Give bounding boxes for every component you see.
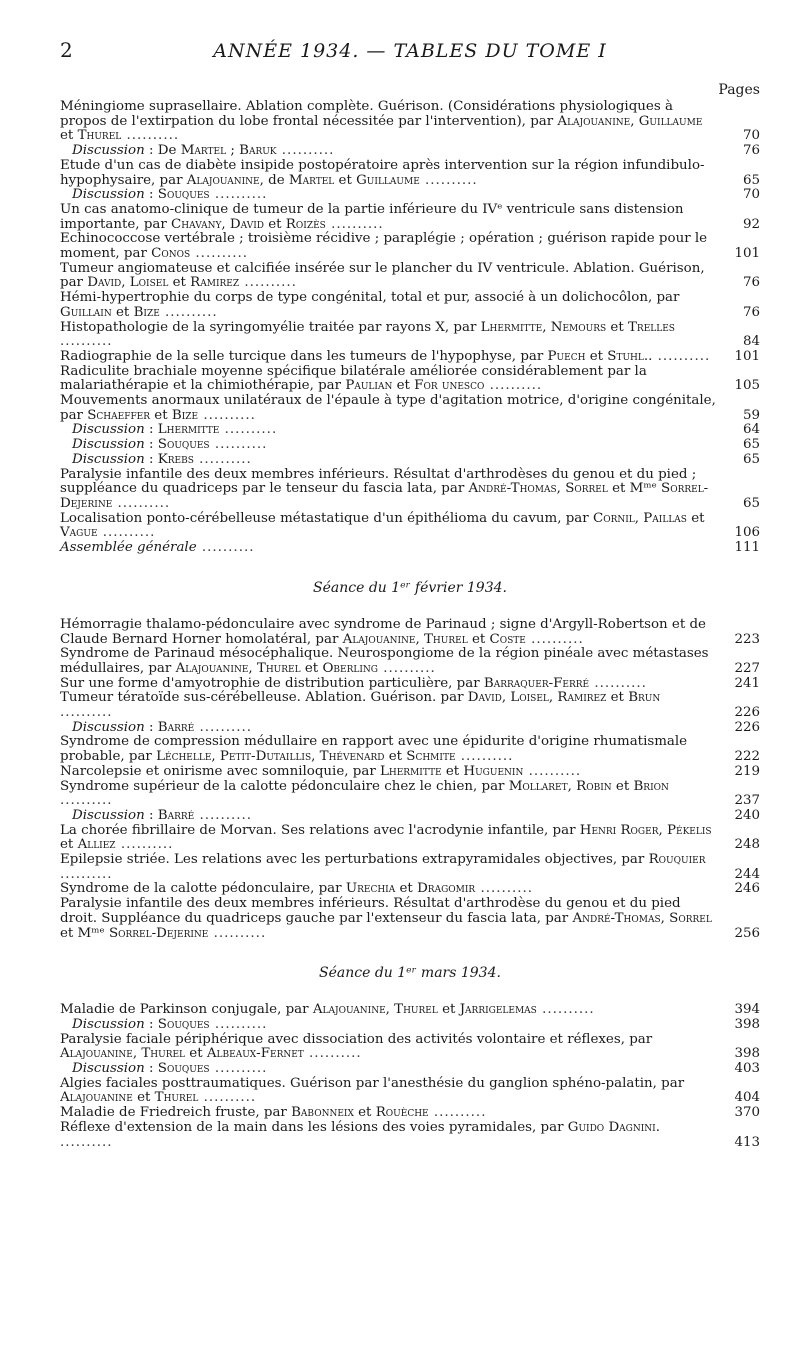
leader-dots: .......... bbox=[276, 143, 335, 159]
entry-text-segment: et bbox=[585, 348, 608, 364]
page-reference: 413 bbox=[734, 1134, 760, 1150]
toc-entry bbox=[60, 647, 760, 676]
entry-text-segment: et bbox=[353, 1105, 376, 1121]
page-reference: 370 bbox=[734, 1105, 760, 1121]
table-of-contents bbox=[60, 100, 760, 1150]
author-name: For unesco bbox=[414, 378, 485, 394]
entry-text bbox=[60, 735, 720, 764]
page-reference: 105 bbox=[734, 378, 760, 394]
entry-text-segment: Tumeur angiomateuse et calcifiée insérée sur le plancher du IV ventricule. Ablation. Guérison, par bbox=[60, 260, 705, 291]
author-name: Schmite bbox=[406, 749, 456, 765]
leader-dots: .......... bbox=[523, 763, 582, 779]
entry-text-segment: Discussion bbox=[72, 1016, 145, 1032]
leader-dots: .......... bbox=[475, 881, 534, 897]
entry-text-segment: Epilepsie striée. Les relations avec les perturbations extrapyramidales objectives, par bbox=[60, 852, 649, 868]
toc-entry bbox=[60, 468, 760, 512]
entry-text-segment: Réflexe d'extension de la main dans les lésions des voies pyramidales, par bbox=[60, 1119, 568, 1135]
leader-dots: .......... bbox=[112, 495, 171, 511]
toc-entry bbox=[60, 512, 760, 541]
page-reference: 241 bbox=[734, 675, 760, 691]
page-reference: 248 bbox=[734, 837, 760, 853]
entry-text-segment: Radiographie de la selle turcique dans les tumeurs de l'hypophyse, par bbox=[60, 348, 548, 364]
entry-text bbox=[60, 394, 720, 423]
entry-text-segment: Mouvements anormaux unilatéraux de l'épaule à type d'agitation motrice, d'origine congénitale, par bbox=[60, 393, 716, 423]
entry-text-segment: : bbox=[144, 422, 158, 438]
page-reference: 65 bbox=[742, 172, 760, 188]
entry-text bbox=[60, 618, 720, 647]
entry-text-segment: Syndrome supérieur de la calotte pédonculaire chez le chien, par bbox=[60, 778, 509, 794]
toc-entry bbox=[60, 262, 760, 291]
author-name: Stuhl bbox=[607, 348, 644, 364]
discussion-entry bbox=[60, 809, 760, 824]
entry-text-segment: et Mᵐᵉ bbox=[607, 481, 662, 497]
author-name: Martel bbox=[288, 172, 335, 188]
entry-text bbox=[60, 765, 720, 780]
author-name: Alajouanine bbox=[60, 1090, 133, 1106]
leader-dots: .......... bbox=[60, 705, 113, 721]
leader-dots: .......... bbox=[190, 246, 248, 262]
entry-text bbox=[60, 853, 720, 882]
leader-dots: .......... bbox=[219, 422, 278, 438]
leader-dots: .......... bbox=[194, 719, 253, 735]
entry-text-segment: : bbox=[144, 807, 158, 823]
author-name: Rouquier bbox=[648, 852, 706, 868]
author-name: Puech bbox=[547, 348, 586, 364]
page-reference: 92 bbox=[742, 216, 760, 232]
page-reference: 219 bbox=[734, 763, 760, 779]
entry-text-segment: et bbox=[686, 510, 705, 526]
entry-text-segment: Radiculite brachiale moyenne spécifique bilatérale améliorée considérablement par la malariathérapie et la chimiothérapie, par bbox=[60, 363, 647, 394]
entry-text-segment: : bbox=[144, 1016, 158, 1032]
entry-text-segment: et bbox=[384, 749, 407, 765]
entry-text bbox=[60, 291, 720, 320]
entry-text bbox=[60, 1121, 720, 1150]
toc-entry bbox=[60, 765, 760, 780]
author-name: Sorrel-Dejerine bbox=[108, 925, 209, 941]
entry-text-segment: et bbox=[111, 304, 134, 320]
leader-dots: .......... bbox=[209, 187, 268, 203]
page-reference: 106 bbox=[734, 525, 760, 541]
author-name: Cornil, Paillas bbox=[592, 510, 687, 526]
page-header bbox=[60, 38, 760, 68]
entry-text bbox=[60, 1033, 720, 1062]
leader-dots: .......... bbox=[194, 807, 253, 823]
toc-entry bbox=[60, 780, 760, 809]
entry-text-segment: Discussion bbox=[72, 719, 145, 735]
leader-dots: .......... bbox=[121, 128, 180, 144]
author-name: Baruk bbox=[239, 143, 277, 159]
page-reference: 222 bbox=[734, 749, 760, 765]
leader-dots: .......... bbox=[60, 1134, 113, 1150]
toc-entry bbox=[60, 677, 760, 692]
leader-dots: .......... bbox=[525, 631, 584, 647]
page-reference: 240 bbox=[734, 807, 760, 823]
page-reference: 244 bbox=[734, 866, 760, 882]
entry-text-segment: et bbox=[437, 1002, 460, 1018]
page-reference: 65 bbox=[742, 495, 760, 511]
author-name: Paulian bbox=[345, 378, 393, 394]
entry-text-segment: Maladie de Parkinson conjugale, par bbox=[60, 1002, 313, 1018]
author-name: Urechia bbox=[345, 881, 396, 897]
toc-entry bbox=[60, 853, 760, 882]
leader-dots: .......... bbox=[419, 172, 478, 188]
entry-text bbox=[60, 691, 720, 720]
author-name: Souques bbox=[157, 437, 210, 453]
toc-entry bbox=[60, 100, 760, 144]
discussion-entry bbox=[60, 438, 760, 453]
author-name: Guido Dagnini bbox=[567, 1119, 656, 1135]
entry-text-segment: Paralysie infantile des deux membres inférieurs. Résultat d'arthrodèse du genou et du pied droit. Suppléance du quadriceps gauche par l'extenseur du fascia lata, par bbox=[60, 896, 681, 926]
page-reference: 256 bbox=[734, 925, 760, 941]
author-name: Jarrigelemas bbox=[459, 1002, 537, 1018]
session-heading: Séance du 1ᵉʳ février 1934. bbox=[313, 579, 507, 596]
author-name: André-Thomas, Sorrel bbox=[572, 910, 712, 926]
author-name: Albeaux-Fernet bbox=[206, 1046, 304, 1062]
entry-text bbox=[72, 188, 720, 203]
author-name: Vague bbox=[60, 525, 98, 541]
author-name: Babonneix bbox=[291, 1105, 354, 1121]
toc-entry bbox=[60, 394, 760, 423]
entry-text-segment: Hémi-hypertrophie du corps de type congénital, total et pur, associé à un dolichocôlon, par bbox=[60, 290, 680, 306]
entry-text-segment: Méningiome suprasellaire. Ablation complète. Guérison. (Considérations physiologiques à propos de l'extirpation du lobe frontal nécessitée par l'intervention), par bbox=[60, 99, 673, 129]
page-reference: 398 bbox=[734, 1016, 760, 1032]
page-reference: 65 bbox=[742, 451, 760, 467]
author-name: Bize bbox=[133, 304, 160, 320]
page-reference: 403 bbox=[734, 1061, 760, 1077]
entry-text bbox=[72, 423, 720, 438]
entry-text-segment: Localisation ponto-cérébelleuse métastatique d'un épithélioma du cavum, par bbox=[60, 510, 593, 526]
toc-entry bbox=[60, 1121, 760, 1150]
leader-dots: .......... bbox=[209, 1061, 268, 1077]
entry-text bbox=[72, 1018, 720, 1033]
page-reference: 76 bbox=[742, 143, 760, 159]
entry-text-segment: et bbox=[300, 660, 323, 676]
author-name: Lhermitte bbox=[157, 422, 220, 438]
discussion-entry bbox=[60, 453, 760, 468]
pages-column-label: Pages bbox=[718, 82, 760, 98]
page-reference: 404 bbox=[734, 1090, 760, 1106]
entry-text-segment: Paralysie faciale périphérique avec dissociation des activités volontaire et réflexes, par bbox=[60, 1031, 653, 1047]
toc-entry bbox=[60, 1077, 760, 1106]
entry-text-segment: Paralysie infantile des deux membres inférieurs. Résultat d'arthrodèses du genou et du pied ; suppléance du quadriceps par le tenseur du fascia lata, par bbox=[60, 466, 697, 497]
author-name: Ramirez bbox=[190, 275, 240, 291]
leader-dots: .......... bbox=[198, 1090, 257, 1106]
page-reference: 101 bbox=[734, 246, 760, 262]
discussion-entry bbox=[60, 1062, 760, 1077]
entry-text-segment: Discussion bbox=[72, 1061, 145, 1077]
entry-text-segment: Discussion bbox=[72, 807, 145, 823]
entry-text-segment: Echinococcose vertébrale ; troisième récidive ; paraplégie ; opération ; guérison rapide pour le moment, par bbox=[60, 231, 708, 262]
entry-text-segment: .. bbox=[643, 348, 653, 364]
author-name: Krebs bbox=[157, 451, 194, 467]
page-reference: 76 bbox=[742, 304, 760, 320]
author-name: Alliez bbox=[77, 837, 116, 853]
leader-dots: .......... bbox=[589, 675, 647, 691]
toc-entry bbox=[60, 159, 760, 188]
page-reference: 398 bbox=[734, 1046, 760, 1062]
leader-dots: .......... bbox=[428, 1105, 487, 1121]
entry-text-segment: et bbox=[392, 378, 415, 394]
author-name: Rouèche bbox=[375, 1105, 429, 1121]
author-name: Bize bbox=[171, 407, 199, 423]
entry-text-segment: et bbox=[441, 763, 464, 779]
entry-text-segment: et bbox=[263, 216, 286, 232]
author-name: Coste bbox=[489, 631, 526, 647]
author-name: Alajouanine, Guillaume bbox=[557, 113, 703, 129]
author-name: Sorrel-Dejerine bbox=[60, 481, 709, 511]
entry-text-segment: et bbox=[132, 1090, 155, 1106]
toc-entry bbox=[60, 691, 760, 720]
author-name: Conos bbox=[151, 246, 191, 262]
entry-text-segment: Maladie de Friedreich fruste, par bbox=[60, 1105, 292, 1121]
author-name: Roizès bbox=[285, 216, 326, 232]
author-name: Mollaret, Robin bbox=[508, 778, 612, 794]
page-reference: 246 bbox=[734, 881, 760, 897]
author-name: Oberling bbox=[322, 660, 378, 676]
entry-text bbox=[60, 824, 720, 853]
toc-entry bbox=[60, 897, 760, 941]
entry-text bbox=[72, 809, 720, 824]
session-heading: Séance du 1ᵉʳ mars 1934. bbox=[319, 965, 501, 982]
leader-dots: .......... bbox=[115, 837, 174, 853]
author-name: Trelles bbox=[628, 319, 675, 335]
entry-text-segment: Discussion bbox=[72, 187, 145, 203]
author-name: Brion bbox=[633, 778, 669, 794]
author-name: Alajouanine, Thurel bbox=[175, 660, 301, 676]
toc-entry bbox=[60, 291, 760, 320]
toc-entry bbox=[60, 735, 760, 764]
entry-text-segment: : bbox=[144, 451, 158, 467]
page-reference: 223 bbox=[734, 631, 760, 647]
entry-text bbox=[60, 100, 720, 144]
author-name: Barré bbox=[157, 719, 195, 735]
page-reference: 101 bbox=[734, 348, 760, 364]
toc-entry bbox=[60, 618, 760, 647]
entry-text-segment: Discussion bbox=[72, 143, 145, 159]
entry-text bbox=[60, 159, 720, 188]
toc-entry bbox=[60, 321, 760, 350]
entry-text-segment: Un cas anatomo-clinique de tumeur de la partie inférieure du IVᵉ ventricule sans distension importante, par bbox=[60, 201, 684, 232]
entry-text-segment: La chorée fibrillaire de Morvan. Ses relations avec l'acrodynie infantile, par bbox=[60, 822, 580, 838]
page-reference: 226 bbox=[734, 719, 760, 735]
entry-text-segment: Assemblée générale bbox=[60, 540, 197, 556]
leader-dots: .......... bbox=[209, 437, 268, 453]
entry-text-segment: et bbox=[60, 128, 78, 144]
entry-text-segment: et bbox=[606, 319, 628, 335]
author-name: Alajouanine, Thurel bbox=[342, 631, 468, 647]
page-number: 2 bbox=[60, 38, 73, 62]
author-name: Léchelle, Petit-Dutaillis, Thévenard bbox=[156, 749, 385, 765]
entry-text-segment: Narcolepsie et onirisme avec somniloquie, par bbox=[60, 763, 380, 779]
entry-text-segment: : bbox=[144, 187, 158, 203]
discussion-entry bbox=[60, 188, 760, 203]
toc-entry bbox=[60, 350, 760, 365]
page-reference: 237 bbox=[734, 793, 760, 809]
toc-entry bbox=[60, 203, 760, 232]
author-name: Thurel bbox=[77, 128, 122, 144]
entry-text-segment: Syndrome de Parinaud mésocéphalique. Neurospongiome de la région pinéale avec métastases médullaires, par bbox=[60, 646, 709, 676]
page-reference: 64 bbox=[742, 422, 760, 438]
leader-dots: .......... bbox=[484, 378, 543, 394]
entry-text bbox=[60, 541, 720, 556]
entry-text-segment: Hémorragie thalamo-pédonculaire avec syndrome de Parinaud ; signe d'Argyll-Robertson et de Claude Bernard Horner homolatéral, par bbox=[60, 616, 706, 647]
page-reference: 84 bbox=[742, 334, 760, 350]
entry-text-segment: . bbox=[655, 1119, 660, 1135]
entry-text bbox=[60, 232, 720, 261]
author-name: David, Loisel bbox=[87, 275, 169, 291]
leader-dots: .......... bbox=[198, 407, 256, 423]
entry-text bbox=[60, 1003, 720, 1018]
entry-text-segment: et bbox=[168, 275, 191, 291]
author-name: Alajouanine, Thurel bbox=[60, 1046, 186, 1062]
page-reference: 111 bbox=[734, 540, 760, 556]
entry-text bbox=[60, 321, 720, 350]
page-reference: 70 bbox=[742, 128, 760, 144]
entry-text-segment: : bbox=[144, 437, 158, 453]
entry-text-segment: et bbox=[334, 172, 357, 188]
toc-entry bbox=[60, 232, 760, 261]
entry-text bbox=[60, 897, 720, 941]
entry-text-segment: Etude d'un cas de diabète insipide postopératoire après intervention sur la région infundibulo-hypophysaire, par bbox=[60, 157, 705, 188]
author-name: David, Loisel, Ramirez bbox=[467, 690, 607, 706]
author-name: Lhermitte bbox=[379, 763, 442, 779]
entry-text-segment: Sur une forme d'amyotrophie de distribution particulière, par bbox=[60, 675, 484, 691]
leader-dots: .......... bbox=[159, 304, 218, 320]
discussion-entry bbox=[60, 721, 760, 736]
entry-text-segment: Discussion bbox=[72, 437, 145, 453]
leader-dots: .......... bbox=[455, 749, 514, 765]
leader-dots: .......... bbox=[193, 451, 252, 467]
entry-text bbox=[60, 262, 720, 291]
toc-entry bbox=[60, 1106, 760, 1121]
author-name: Souques bbox=[157, 1061, 210, 1077]
page-reference: 226 bbox=[734, 705, 760, 721]
leader-dots: .......... bbox=[209, 1016, 268, 1032]
toc-entry bbox=[60, 1033, 760, 1062]
author-name: Lhermitte, Nemours bbox=[480, 319, 607, 335]
entry-text-segment: Algies faciales posttraumatiques. Guérison par l'anesthésie du ganglion sphéno-palatin, par bbox=[60, 1075, 685, 1091]
author-name: Brun bbox=[628, 690, 661, 706]
author-name: Alajouanine, Thurel bbox=[312, 1002, 438, 1018]
author-name: Guillain bbox=[60, 304, 112, 320]
entry-text-segment: et bbox=[185, 1046, 207, 1062]
author-name: Dragomir bbox=[417, 881, 476, 897]
entry-text-segment: et bbox=[60, 837, 78, 853]
entry-text bbox=[60, 882, 720, 897]
entry-text-segment: : bbox=[144, 1061, 158, 1077]
author-name: Alajouanine bbox=[186, 172, 260, 188]
entry-text bbox=[72, 144, 720, 159]
author-name: Schaeffer bbox=[87, 407, 151, 423]
entry-text-segment: et bbox=[395, 881, 418, 897]
page-reference: 76 bbox=[742, 275, 760, 291]
author-name: Barré bbox=[157, 807, 195, 823]
entry-text bbox=[72, 453, 720, 468]
leader-dots: .......... bbox=[97, 525, 156, 541]
entry-text bbox=[60, 677, 720, 692]
entry-text bbox=[72, 1062, 720, 1077]
toc-entry bbox=[60, 365, 760, 394]
author-name: André-Thomas, Sorrel bbox=[468, 481, 608, 497]
entry-text-segment: Discussion bbox=[72, 422, 145, 438]
entry-text-segment: et bbox=[611, 778, 634, 794]
entry-text bbox=[60, 1106, 720, 1121]
entry-text-segment: et Mᵐᵉ bbox=[60, 925, 109, 941]
entry-text bbox=[72, 438, 720, 453]
page-reference: 70 bbox=[742, 187, 760, 203]
entry-text-segment: : De bbox=[144, 143, 181, 159]
leader-dots: .......... bbox=[60, 334, 113, 350]
entry-text-segment: Syndrome de compression médullaire en rapport avec une épidurite d'origine rhumatismale probable, par bbox=[60, 734, 688, 765]
discussion-entry bbox=[60, 423, 760, 438]
leader-dots: .......... bbox=[652, 348, 711, 364]
entry-text-segment: Discussion bbox=[72, 451, 145, 467]
author-name: Souques bbox=[157, 187, 210, 203]
entry-text bbox=[60, 1077, 720, 1106]
author-name: Barraquer-Ferré bbox=[483, 675, 590, 691]
author-name: Henri Roger, Pékelis bbox=[579, 822, 712, 838]
entry-text bbox=[60, 365, 720, 394]
entry-text-segment: et bbox=[467, 631, 490, 647]
leader-dots: .......... bbox=[60, 793, 113, 809]
entry-text bbox=[60, 512, 720, 541]
page-reference: 227 bbox=[734, 660, 760, 676]
author-name: Martel bbox=[180, 143, 227, 159]
author-name: Thurel bbox=[154, 1090, 199, 1106]
toc-entry bbox=[60, 1003, 760, 1018]
leader-dots: .......... bbox=[377, 660, 436, 676]
entry-text-segment: : bbox=[144, 719, 158, 735]
entry-text-segment: ; bbox=[226, 143, 240, 159]
entry-text-segment: Histopathologie de la syringomyélie traitée par rayons X, par bbox=[60, 319, 481, 335]
leader-dots: .......... bbox=[325, 216, 384, 232]
page-reference: 394 bbox=[734, 1002, 760, 1018]
entry-text-segment: et bbox=[150, 407, 172, 423]
entry-text-segment: , de bbox=[259, 172, 289, 188]
entry-text-segment: Syndrome de la calotte pédonculaire, par bbox=[60, 881, 346, 897]
entry-text-segment: et bbox=[606, 690, 629, 706]
leader-dots: .......... bbox=[196, 540, 255, 556]
entry-text-segment: Tumeur tératoïde sus-cérébelleuse. Ablation. Guérison. par bbox=[60, 690, 468, 706]
leader-dots: .......... bbox=[239, 275, 297, 291]
author-name: Chavany, David bbox=[171, 216, 264, 232]
discussion-entry bbox=[60, 144, 760, 159]
entry-text bbox=[60, 350, 720, 365]
running-title: ANNÉE 1934. — TABLES DU TOME I bbox=[213, 40, 607, 62]
toc-entry bbox=[60, 824, 760, 853]
entry-text bbox=[60, 203, 720, 232]
author-name: Souques bbox=[157, 1016, 210, 1032]
toc-entry bbox=[60, 882, 760, 897]
entry-text bbox=[60, 647, 720, 676]
author-name: Huguenin bbox=[463, 763, 524, 779]
leader-dots: .......... bbox=[536, 1002, 595, 1018]
discussion-entry bbox=[60, 1018, 760, 1033]
entry-text bbox=[60, 468, 720, 512]
page-reference: 59 bbox=[742, 407, 760, 423]
entry-text bbox=[60, 780, 720, 809]
entry-text bbox=[72, 721, 720, 736]
leader-dots: .......... bbox=[208, 925, 267, 941]
page-reference: 65 bbox=[742, 437, 760, 453]
author-name: Guillaume bbox=[356, 172, 420, 188]
toc-entry bbox=[60, 541, 760, 556]
leader-dots: .......... bbox=[303, 1046, 362, 1062]
leader-dots: .......... bbox=[60, 866, 113, 882]
